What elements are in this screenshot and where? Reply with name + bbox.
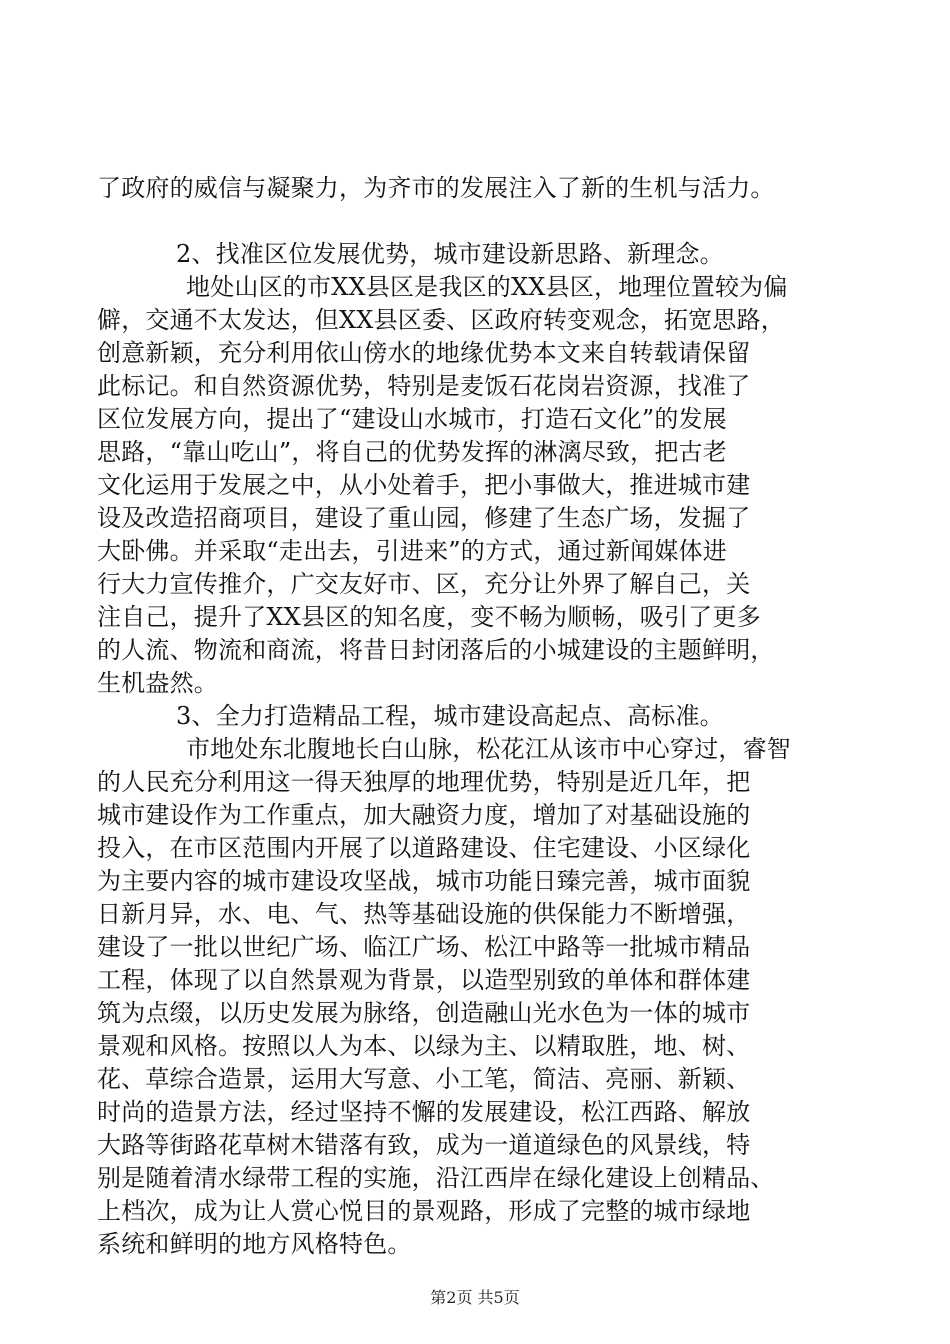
text-line: 为主要内容的城市建设攻坚战，城市功能日臻完善，城市面貌 bbox=[97, 867, 751, 895]
text-line: 时尚的造景方法，经过坚持不懈的发展建设，松江西路、解放 bbox=[97, 1098, 751, 1126]
text-line: 注自己，提升了XX县区的知名度，变不畅为顺畅，吸引了更多 bbox=[97, 603, 761, 631]
text-line: 筑为点缀，以历史发展为脉络，创造融山光水色为一体的城市 bbox=[97, 999, 751, 1027]
text-line: 地处山区的市XX县区是我区的XX县区，地理位置较为偏 bbox=[186, 273, 788, 301]
text-line: 行大力宣传推介，广交友好市、区，充分让外界了解自己，关 bbox=[97, 570, 751, 598]
text-line: 的人流、物流和商流，将昔日封闭落后的小城建设的主题鲜明， bbox=[97, 636, 775, 664]
text-line: 景观和风格。按照以人为本、以绿为主、以精取胜，地、树、 bbox=[97, 1032, 751, 1060]
text-line: 别是随着清水绿带工程的实施，沿江西岸在绿化建设上创精品、 bbox=[97, 1164, 775, 1192]
text-line: 工程，体现了以自然景观为背景，以造型别致的单体和群体建 bbox=[97, 966, 751, 994]
text-line: 文化运用于发展之中，从小处着手，把小事做大，推进城市建 bbox=[97, 471, 751, 499]
text-line: 生机盎然。 bbox=[97, 669, 218, 697]
text-line: 系统和鲜明的地方风格特色。 bbox=[97, 1230, 412, 1258]
text-line: 区位发展方向，提出了“建设山水城市，打造石文化”的发展 bbox=[97, 405, 727, 433]
text-line: 建设了一批以世纪广场、临江广场、松江中路等一批城市精品 bbox=[97, 933, 751, 961]
text-line: 大路等街路花草树木错落有致，成为一道道绿色的风景线，特 bbox=[97, 1131, 751, 1159]
text-line: 城市建设作为工作重点，加大融资力度，增加了对基础设施的 bbox=[97, 801, 751, 829]
text-line: 创意新颖，充分利用依山傍水的地缘优势本文来自转载请保留 bbox=[97, 339, 751, 367]
text-line: 上档次，成为让人赏心悦目的景观路，形成了完整的城市绿地 bbox=[97, 1197, 751, 1225]
text-line: 思路，“靠山吃山”，将自己的优势发挥的淋漓尽致，把古老 bbox=[97, 438, 727, 466]
section-heading-2: 2、找准区位发展优势，城市建设新思路、新理念。 bbox=[176, 240, 724, 268]
text-line: 大卧佛。并采取“走出去，引进来”的方式，通过新闻媒体进 bbox=[97, 537, 727, 565]
text-line: 了政府的威信与凝聚力，为齐市的发展注入了新的生机与活力。 bbox=[97, 174, 775, 202]
text-line: 此标记。和自然资源优势，特别是麦饭石花岗岩资源，找准了 bbox=[97, 372, 751, 400]
text-line: 僻，交通不太发达，但XX县区委、区政府转变观念，拓宽思路， bbox=[97, 306, 785, 334]
text-line: 花、草综合造景，运用大写意、小工笔，简洁、亮丽、新颖、 bbox=[97, 1065, 751, 1093]
text-line: 日新月异，水、电、气、热等基础设施的供保能力不断增强， bbox=[97, 900, 751, 928]
section-heading-3: 3、全力打造精品工程，城市建设高起点、高标准。 bbox=[176, 702, 724, 730]
page-footer: 第2页 共5页 bbox=[430, 1288, 520, 1307]
text-line: 的人民充分利用这一得天独厚的地理优势，特别是近几年，把 bbox=[97, 768, 751, 796]
text-line: 投入，在市区范围内开展了以道路建设、住宅建设、小区绿化 bbox=[97, 834, 751, 862]
text-line: 市地处东北腹地长白山脉，松花江从该市中心穿过，睿智 bbox=[186, 735, 791, 763]
text-line: 设及改造招商项目，建设了重山园，修建了生态广场，发掘了 bbox=[97, 504, 751, 532]
